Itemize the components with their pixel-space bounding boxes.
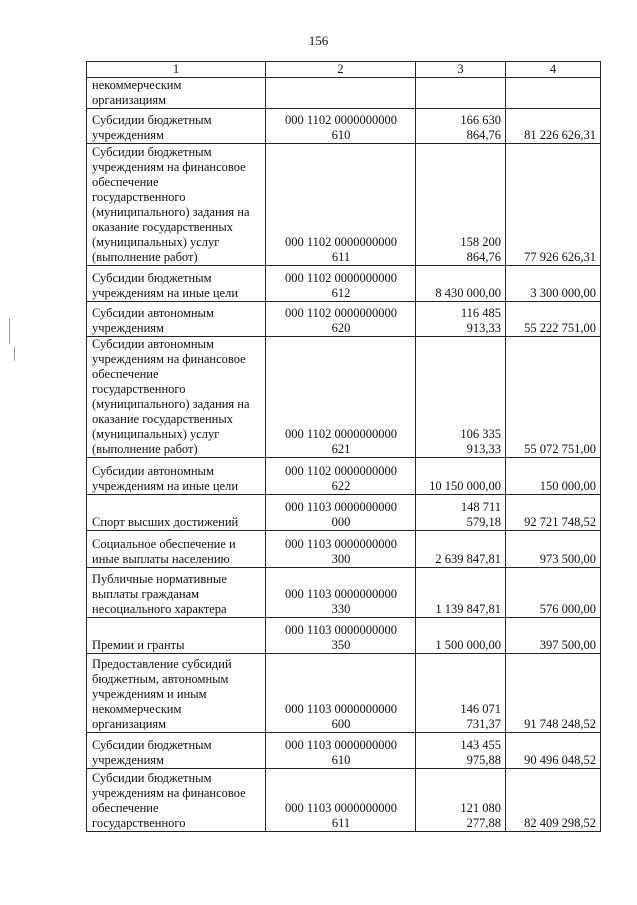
cell-name-line: Субсидии автономным bbox=[92, 337, 214, 351]
cell-code bbox=[266, 495, 416, 531]
cell-name-line: Субсидии автономным bbox=[92, 464, 214, 478]
cell-name-line: некоммерческим bbox=[92, 78, 182, 92]
cell-code bbox=[266, 144, 416, 266]
cell-name-line: учреждениям на иные цели bbox=[92, 479, 239, 493]
cell-value-col3-line: 913,33 bbox=[466, 321, 501, 335]
cell-value-col3-line: 143 455 bbox=[460, 738, 501, 752]
cell-name-line: обеспечение bbox=[92, 175, 159, 189]
cell-name-line: Спорт высших достижений bbox=[92, 515, 239, 529]
cell-name-line: учреждениям bbox=[92, 128, 164, 142]
cell-name bbox=[87, 733, 266, 769]
column-header: 2 bbox=[266, 62, 416, 78]
cell-value-col3-line: 116 485 bbox=[460, 306, 501, 320]
column-header: 1 bbox=[87, 62, 266, 78]
cell-value-col3 bbox=[416, 618, 506, 654]
table-row bbox=[87, 733, 601, 769]
cell-code-line: 612 bbox=[331, 286, 351, 300]
cell-value-col3 bbox=[416, 337, 506, 458]
table-row bbox=[87, 495, 601, 531]
cell-name-line: Субсидии бюджетным bbox=[92, 738, 212, 752]
cell-value-col4: 90 496 048,52 bbox=[506, 733, 601, 769]
cell-code-line: 000 1103 0000000000 bbox=[284, 801, 398, 815]
cell-code-line: 000 1103 0000000000 bbox=[284, 537, 398, 551]
cell-name bbox=[87, 618, 266, 654]
cell-value-col3 bbox=[416, 144, 506, 266]
cell-code bbox=[266, 266, 416, 302]
cell-name-line: организациям bbox=[92, 717, 167, 731]
cell-name-line: бюджетным, автономным bbox=[92, 672, 229, 686]
cell-name-line: Субсидии автономным bbox=[92, 306, 214, 320]
cell-name bbox=[87, 144, 266, 266]
cell-name-line: иные выплаты населению bbox=[92, 552, 230, 566]
cell-code-line: 300 bbox=[331, 552, 351, 566]
cell-value-col3-line: 731,37 bbox=[466, 717, 501, 731]
cell-code-line: 000 1103 0000000000 bbox=[284, 702, 398, 716]
cell-code-line: 000 1102 0000000000 bbox=[284, 464, 398, 478]
cell-name-line: выплаты гражданам bbox=[92, 587, 200, 601]
cell-name-line: учреждениям на финансовое bbox=[92, 160, 246, 174]
cell-value-col3-line: 146 071 bbox=[460, 702, 501, 716]
cell-code-line: 610 bbox=[331, 128, 351, 142]
cell-value-col4: 82 409 298,52 bbox=[506, 769, 601, 832]
budget-table-body bbox=[87, 62, 601, 832]
cell-value-col4: 397 500,00 bbox=[506, 618, 601, 654]
cell-value-col4: 81 226 626,31 bbox=[506, 109, 601, 144]
table-row bbox=[87, 568, 601, 618]
cell-value-col3-line: 121 080 bbox=[460, 801, 501, 815]
budget-table bbox=[86, 61, 601, 832]
page-number: 156 bbox=[308, 33, 329, 48]
cell-code-line: 600 bbox=[331, 717, 351, 731]
cell-code bbox=[266, 769, 416, 832]
cell-value-col4: 77 926 626,31 bbox=[506, 144, 601, 266]
table-header-row bbox=[87, 62, 601, 78]
cell-name-line: Субсидии бюджетным bbox=[92, 113, 212, 127]
cell-name-line: учреждениям на финансовое bbox=[92, 786, 246, 800]
cell-name bbox=[87, 531, 266, 568]
table-row bbox=[87, 769, 601, 832]
cell-name bbox=[87, 78, 266, 109]
cell-name-line: учреждениям на иные цели bbox=[92, 286, 239, 300]
cell-code-line: 621 bbox=[331, 442, 351, 456]
cell-name bbox=[87, 266, 266, 302]
cell-name-line: несоциального характера bbox=[92, 602, 227, 616]
cell-name-line: Премии и гранты bbox=[92, 638, 185, 652]
cell-value-col3 bbox=[416, 495, 506, 531]
cell-name-line: Субсидии бюджетным bbox=[92, 271, 212, 285]
cell-code-line: 000 1102 0000000000 bbox=[284, 427, 398, 441]
cell-name-line: Публичные нормативные bbox=[92, 572, 227, 586]
cell-code bbox=[266, 618, 416, 654]
cell-code-line: 000 1102 0000000000 bbox=[284, 235, 398, 249]
table-row bbox=[87, 618, 601, 654]
cell-name bbox=[87, 302, 266, 337]
cell-code-line: 000 1103 0000000000 bbox=[284, 623, 398, 637]
cell-value-col3-line: 158 200 bbox=[460, 235, 501, 249]
cell-value-col3-line: 975,88 bbox=[466, 753, 501, 767]
cell-code bbox=[266, 531, 416, 568]
cell-value-col3 bbox=[416, 531, 506, 568]
cell-code bbox=[266, 568, 416, 618]
table-row bbox=[87, 302, 601, 337]
cell-value-col3 bbox=[416, 458, 506, 495]
cell-value-col4: 92 721 748,52 bbox=[506, 495, 601, 531]
cell-name-line: организациям bbox=[92, 93, 167, 107]
cell-code-line: 330 bbox=[331, 602, 351, 616]
table-row bbox=[87, 654, 601, 733]
cell-value-col4: 55 072 751,00 bbox=[506, 337, 601, 458]
cell-name bbox=[87, 109, 266, 144]
cell-code bbox=[266, 654, 416, 733]
cell-name-line: оказание государственных bbox=[92, 220, 234, 234]
cell-name bbox=[87, 337, 266, 458]
cell-name bbox=[87, 568, 266, 618]
cell-value-col3-line: 579,18 bbox=[466, 515, 501, 529]
cell-value-col3-line: 148 711 bbox=[460, 500, 501, 514]
cell-name-line: Социальное обеспечение и bbox=[92, 537, 236, 551]
cell-name-line: (выполнение работ) bbox=[92, 250, 198, 264]
cell-value-col3 bbox=[416, 733, 506, 769]
cell-value-col3-line: 106 335 bbox=[460, 427, 501, 441]
cell-name-line: обеспечение bbox=[92, 801, 159, 815]
cell-value-col3 bbox=[416, 78, 506, 109]
cell-name-line: Субсидии бюджетным bbox=[92, 771, 212, 785]
cell-name bbox=[87, 654, 266, 733]
cell-value-col4: 973 500,00 bbox=[506, 531, 601, 568]
cell-name-line: (выполнение работ) bbox=[92, 442, 198, 456]
cell-code bbox=[266, 733, 416, 769]
table-row bbox=[87, 337, 601, 458]
cell-value-col3 bbox=[416, 769, 506, 832]
cell-name-line: государственного bbox=[92, 816, 186, 830]
cell-name bbox=[87, 458, 266, 495]
cell-code-line: 000 1102 0000000000 bbox=[284, 271, 398, 285]
cell-name-line: Предоставление субсидий bbox=[92, 657, 232, 671]
cell-value-col3 bbox=[416, 109, 506, 144]
cell-name-line: некоммерческим bbox=[92, 702, 182, 716]
cell-name-line: обеспечение bbox=[92, 367, 159, 381]
scan-artifact bbox=[14, 347, 15, 361]
cell-code-line: 000 bbox=[331, 515, 351, 529]
cell-name bbox=[87, 495, 266, 531]
cell-value-col3 bbox=[416, 302, 506, 337]
cell-name-line: оказание государственных bbox=[92, 412, 234, 426]
cell-code-line: 350 bbox=[331, 638, 351, 652]
cell-name bbox=[87, 769, 266, 832]
cell-value-col4: 150 000,00 bbox=[506, 458, 601, 495]
column-header: 3 bbox=[416, 62, 506, 78]
cell-value-col3-line: 1 139 847,81 bbox=[435, 602, 501, 616]
cell-value-col4: 3 300 000,00 bbox=[506, 266, 601, 302]
cell-value-col3-line: 1 500 000,00 bbox=[435, 638, 501, 652]
cell-name-line: (муниципальных) услуг bbox=[92, 235, 220, 249]
cell-code-line: 000 1103 0000000000 bbox=[284, 738, 398, 752]
cell-name-line: государственного bbox=[92, 190, 186, 204]
table-row bbox=[87, 144, 601, 266]
cell-code bbox=[266, 337, 416, 458]
table-row bbox=[87, 531, 601, 568]
table-row bbox=[87, 109, 601, 144]
cell-value-col3-line: 864,76 bbox=[466, 128, 501, 142]
cell-code-line: 000 1103 0000000000 bbox=[284, 500, 398, 514]
cell-code-line: 610 bbox=[331, 753, 351, 767]
cell-code-line: 611 bbox=[331, 250, 351, 264]
cell-value-col3-line: 864,76 bbox=[466, 250, 501, 264]
cell-code bbox=[266, 78, 416, 109]
cell-value-col4: 55 222 751,00 bbox=[506, 302, 601, 337]
cell-value-col3 bbox=[416, 266, 506, 302]
cell-code bbox=[266, 458, 416, 495]
table-row bbox=[87, 266, 601, 302]
cell-name-line: (муниципального) задания на bbox=[92, 205, 250, 219]
cell-name-line: учреждениям bbox=[92, 753, 164, 767]
cell-code-line: 000 1102 0000000000 bbox=[284, 306, 398, 320]
cell-name-line: учреждениям на финансовое bbox=[92, 352, 246, 366]
cell-code-line: 000 1103 0000000000 bbox=[284, 587, 398, 601]
cell-code-line: 000 1102 0000000000 bbox=[284, 113, 398, 127]
cell-value-col4: 91 748 248,52 bbox=[506, 654, 601, 733]
table-row bbox=[87, 78, 601, 109]
cell-code-line: 622 bbox=[331, 479, 351, 493]
cell-value-col3-line: 10 150 000,00 bbox=[429, 479, 501, 493]
cell-code bbox=[266, 109, 416, 144]
cell-name-line: учреждениям и иным bbox=[92, 687, 207, 701]
column-header: 4 bbox=[506, 62, 601, 78]
cell-code-line: 620 bbox=[331, 321, 351, 335]
cell-name-line: государственного bbox=[92, 382, 186, 396]
table-row bbox=[87, 458, 601, 495]
cell-name-line: учреждениям bbox=[92, 321, 164, 335]
cell-value-col3 bbox=[416, 654, 506, 733]
cell-value-col3-line: 277,88 bbox=[466, 816, 501, 830]
cell-name-line: (муниципального) задания на bbox=[92, 397, 250, 411]
cell-value-col3 bbox=[416, 568, 506, 618]
scan-artifact bbox=[9, 318, 10, 344]
cell-value-col4: 576 000,00 bbox=[506, 568, 601, 618]
cell-value-col3-line: 913,33 bbox=[466, 442, 501, 456]
cell-value-col3-line: 166 630 bbox=[460, 113, 501, 127]
cell-value-col3-line: 2 639 847,81 bbox=[435, 552, 501, 566]
cell-code bbox=[266, 302, 416, 337]
cell-code-line: 611 bbox=[331, 816, 351, 830]
cell-value-col4 bbox=[506, 78, 601, 109]
cell-value-col3-line: 8 430 000,00 bbox=[435, 286, 501, 300]
cell-name-line: Субсидии бюджетным bbox=[92, 145, 212, 159]
cell-name-line: (муниципальных) услуг bbox=[92, 427, 220, 441]
